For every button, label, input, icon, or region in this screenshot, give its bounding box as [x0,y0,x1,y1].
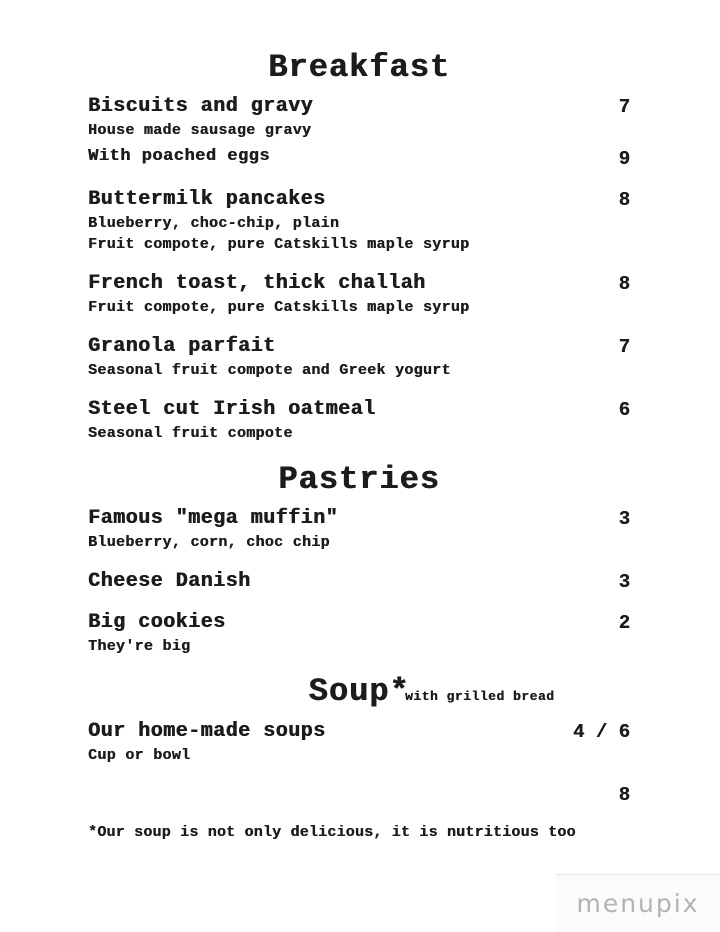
item-price: 2 [618,612,630,635]
item-description-line: Blueberry, corn, choc chip [88,533,330,551]
item-name: Biscuits and gravy [88,95,314,119]
item-name: French toast, thick challah [88,271,426,295]
menu-item [88,507,630,553]
item-description-line: Seasonal fruit compote [88,425,293,443]
section-heading [88,462,630,497]
section-title: Pastries [278,460,440,498]
item-row [88,570,630,594]
soup-footnote: *Our soup is not only delicious, it is nutritious too [88,823,576,841]
item-price: 4 / 6 [572,720,630,743]
item-price: 3 [618,571,630,594]
item-row [88,147,630,171]
item-row [88,611,630,635]
section-subtitle: with grilled bread [405,689,555,705]
item-name: Famous "mega muffin" [88,506,339,530]
item-description-line: Seasonal fruit compote and Greek yogurt [88,362,451,380]
item-price: 8 [618,189,630,212]
section-title: Soup* [308,673,410,711]
item-price: 8 [618,272,630,295]
item-description [88,533,630,553]
item-price: 3 [618,507,630,530]
item-price: 7 [618,336,630,359]
menu-item [88,272,630,318]
menu-item [88,398,630,444]
item-price: 7 [618,96,630,119]
menu-item [88,147,630,171]
section-title: Breakfast [268,49,450,86]
menu-section [88,50,630,445]
item-description-line: Cup or bowl [88,746,191,764]
item-description-line: House made sausage gravy [88,122,312,140]
item-description [88,121,630,141]
section-heading [88,674,630,709]
item-description-line: Fruit compote, pure Catskills maple syrup [88,298,470,316]
menu-item [88,335,630,381]
item-row [88,188,630,212]
item-name: Cheese Danish [88,570,251,594]
menu-item [88,95,630,141]
item-description [88,214,630,255]
item-row [88,720,630,744]
item-name: Buttermilk pancakes [88,188,326,212]
menu-section [88,674,630,806]
item-description [88,361,630,381]
item-description [88,298,630,318]
menu-item [88,783,630,807]
item-name: With poached eggs [88,147,270,167]
item-price: 9 [618,148,630,171]
item-name: Big cookies [88,611,226,635]
item-name: Granola parfait [88,335,276,359]
item-description [88,424,630,444]
item-description [88,637,630,657]
menu-item [88,570,630,594]
item-price: 6 [618,399,630,422]
item-description-line: They're big [88,638,191,656]
item-row [88,783,630,807]
menupix-logo: menupix [576,889,700,918]
item-description [88,746,630,766]
menu-item [88,720,630,766]
section-heading [88,50,630,85]
item-name: Steel cut Irish oatmeal [88,398,376,422]
item-description-line: Blueberry, choc-chip, plain [88,215,340,233]
item-description-line: Fruit compote, pure Catskills maple syrup [88,235,470,253]
item-name: Our home-made soups [88,719,326,743]
menu-item [88,611,630,657]
item-row [88,272,630,296]
menu-section [88,462,630,658]
menu-item [88,188,630,255]
item-price: 8 [618,783,630,806]
item-row [88,335,630,359]
item-row [88,95,630,119]
item-row [88,507,630,531]
item-row [88,398,630,422]
watermark [556,874,720,932]
